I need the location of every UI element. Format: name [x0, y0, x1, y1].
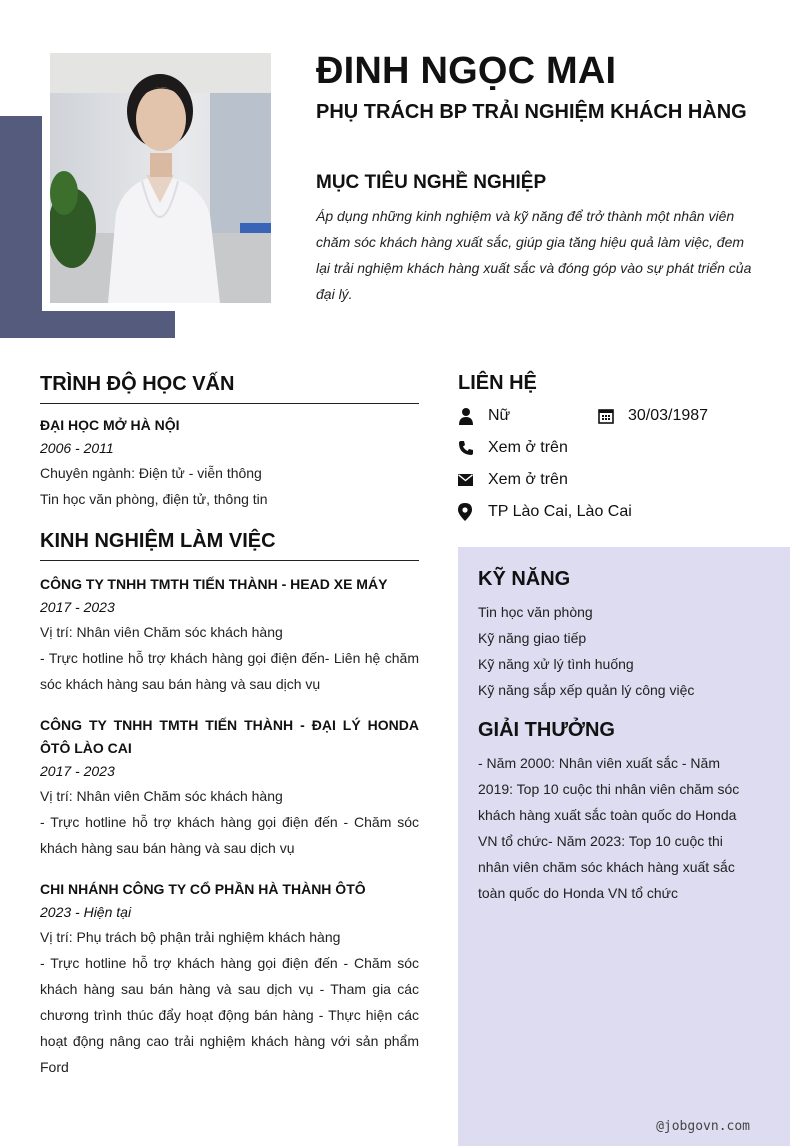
education-heading: TRÌNH ĐỘ HỌC VẤN: [40, 373, 419, 404]
contact-heading: LIÊN HỆ: [458, 372, 537, 394]
education-extra: Tin học văn phòng, điện tử, thông tin: [40, 491, 268, 507]
address-value: TP Lào Cai, Lào Cai: [488, 503, 632, 520]
phone-value: Xem ở trên: [488, 439, 568, 456]
contact-address: [458, 500, 632, 524]
awards-text: - Năm 2000: Nhân viên xuất sắc - Năm 2019: Top 10 cuộc thi nhân viên chăm sóc khách hàng xuất sắc toàn quốc do Honda VN tổ chức- Năm 2023: Top 10 cuộc thi nhân viên chăm sóc khách hàng xuất sắc toàn quốc do Honda VN tổ chức: [478, 755, 740, 901]
contact-gender: [458, 404, 510, 428]
skill-item: Tin học văn phòng: [478, 604, 593, 620]
job-role: Vị trí: Nhân viên Chăm sóc khách hàng: [40, 624, 283, 640]
profile-photo: [50, 53, 271, 303]
experience-heading: KINH NGHIỆM LÀM VIỆC: [40, 530, 419, 561]
job-company: CÔNG TY TNHH TMTH TIẾN THÀNH - HEAD XE MÁY: [40, 576, 388, 592]
contact-birthday: [598, 404, 708, 428]
education-period: 2006 - 2011: [40, 440, 114, 456]
gender-value: Nữ: [488, 407, 511, 424]
job-period: 2017 - 2023: [40, 599, 115, 615]
phone-icon: [458, 440, 488, 456]
calendar-icon: [598, 408, 628, 424]
job-entry-1: [40, 573, 419, 697]
job-period: 2023 - Hiện tại: [40, 904, 132, 920]
job-entry-2: [40, 714, 419, 861]
skill-item: Kỹ năng sắp xếp quản lý công việc: [478, 682, 695, 698]
candidate-position: PHỤ TRÁCH BP TRẢI NGHIỆM KHÁCH HÀNG: [316, 101, 747, 123]
job-description: - Trực hotline hỗ trợ khách hàng gọi điện đến - Chăm sóc khách hàng sau bán hàng và sau dịch vụ - Tham gia các chương trình thúc đẩy hoạt động bán hàng - Thực hiện các hoạt động nâng cao trải nghiệm khách hàng với sản phẩm Ford: [40, 955, 419, 1075]
education-entry: [40, 414, 419, 512]
side-panel: [458, 547, 790, 1146]
candidate-name: ĐINH NGỌC MAI: [316, 50, 617, 92]
job-company: CHI NHÁNH CÔNG TY CỔ PHẦN HÀ THÀNH ÔTÔ: [40, 881, 366, 897]
location-icon: [458, 503, 488, 521]
job-role: Vị trí: Nhân viên Chăm sóc khách hàng: [40, 788, 283, 804]
skills-heading: KỸ NĂNG: [478, 568, 571, 590]
email-value: Xem ở trên: [488, 471, 568, 488]
job-role: Vị trí: Phụ trách bộ phận trải nghiệm khách hàng: [40, 929, 341, 945]
objective-heading: MỤC TIÊU NGHỀ NGHIỆP: [316, 172, 547, 193]
job-company: CÔNG TY TNHH TMTH TIẾN THÀNH - ĐẠI LÝ HONDA ÔTÔ LÀO CAI: [40, 717, 419, 756]
job-entry-3: [40, 878, 419, 1080]
birthday-value: 30/03/1987: [628, 407, 709, 424]
mail-icon: [458, 474, 488, 486]
awards-heading: GIẢI THƯỞNG: [478, 719, 615, 741]
left-column: [40, 373, 419, 1080]
job-period: 2017 - 2023: [40, 763, 115, 779]
skill-item: Kỹ năng giao tiếp: [478, 630, 587, 646]
contact-email: [458, 468, 568, 492]
job-description: - Trực hotline hỗ trợ khách hàng gọi điện đến- Liên hệ chăm sóc khách hàng sau bán hàng và sau dịch vụ: [40, 650, 419, 692]
job-description: - Trực hotline hỗ trợ khách hàng gọi điện đến - Chăm sóc khách hàng sau bán hàng và sau dịch vụ: [40, 814, 419, 856]
skill-item: Kỹ năng xử lý tình huống: [478, 656, 634, 672]
watermark: @jobgovn.com: [656, 1119, 750, 1134]
person-icon: [458, 407, 488, 425]
side-panel-content: [478, 568, 753, 906]
contact-phone: [458, 436, 568, 460]
education-major: Chuyên ngành: Điện tử - viễn thông: [40, 465, 262, 481]
school-name: ĐẠI HỌC MỞ HÀ NỘI: [40, 417, 180, 433]
objective-text: Áp dụng những kinh nghiệm và kỹ năng để trở thành một nhân viên chăm sóc khách hàng xuất sắc, giúp gia tăng hiệu quả làm việc, đem lại trải nghiệm khách hàng xuất sắc và đóng góp vào sự phát triển của đại lý.: [316, 208, 752, 302]
